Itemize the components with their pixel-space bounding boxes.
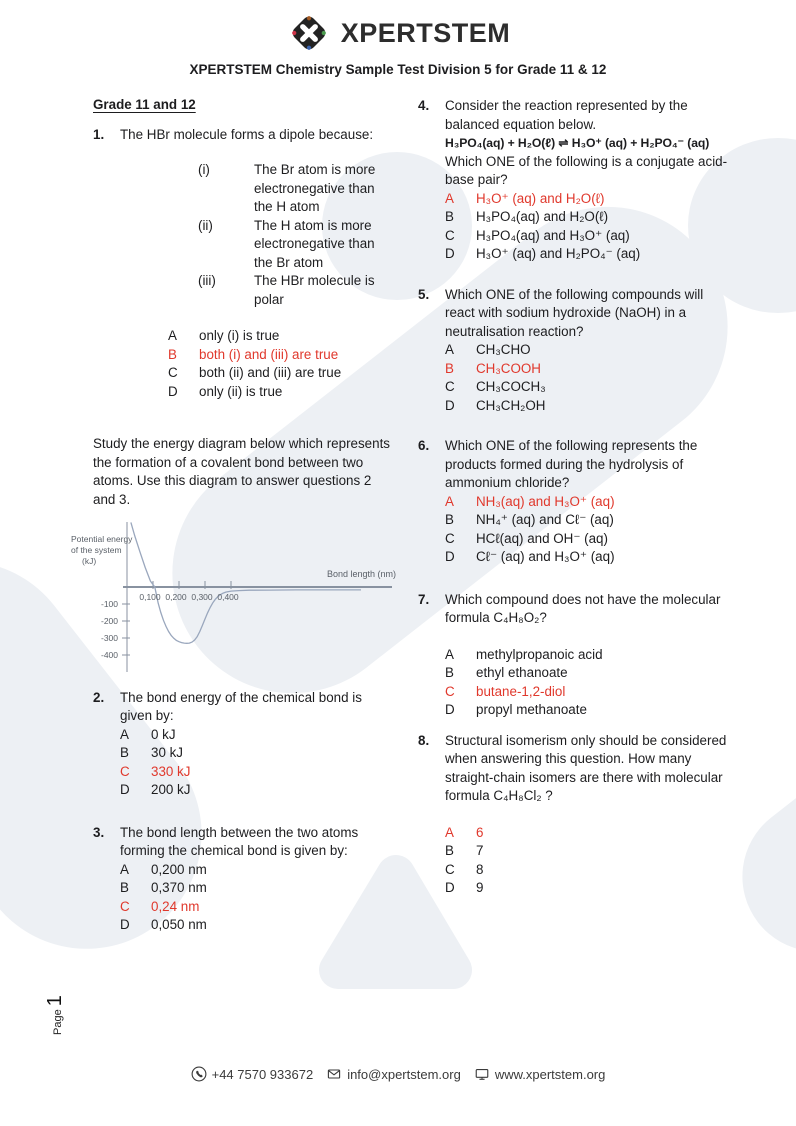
option-text: Cℓ⁻ (aq) and H₃O⁺ (aq) — [476, 549, 615, 564]
option-text: 0 kJ — [151, 726, 176, 742]
option-row — [120, 879, 396, 898]
option-row — [445, 701, 733, 720]
option-text: both (i) and (iii) are true — [199, 346, 339, 362]
option-label: B — [445, 209, 454, 224]
question-stem: Which compound does not have the molecular formula C₄H₈O₂? — [445, 591, 721, 625]
option-label: C — [120, 898, 130, 914]
question-stem: Which ONE of the following represents the products formed during the hydrolysis of ammonium chloride? — [445, 438, 698, 490]
y-axis-label-line1: Potential energy — [71, 534, 133, 544]
questions-left-top — [93, 126, 396, 414]
option-label: C — [168, 365, 178, 380]
y-axis-label-line2: of the system — [71, 545, 122, 555]
option-text: 0,370 nm — [151, 880, 207, 895]
option-label: A — [445, 824, 454, 840]
option-text: 6 — [476, 824, 484, 840]
option-text: H₃PO₄(aq) and H₂O(ℓ) — [476, 209, 609, 224]
option-text: methylpropanoic acid — [476, 646, 603, 662]
question-body — [120, 126, 396, 414]
option-row — [120, 763, 396, 782]
option-row — [445, 245, 733, 264]
option-label: C — [120, 763, 130, 779]
option-text: 330 kJ — [151, 763, 191, 779]
option-label: B — [445, 360, 454, 376]
spacer — [445, 628, 733, 646]
option-label: B — [445, 512, 454, 527]
energy-diagram-figure — [60, 511, 396, 685]
option-text: H₃O⁺ (aq) and H₂PO₄⁻ (aq) — [476, 246, 641, 261]
roman-statement-text: The Br atom is more electronegative than the H atom — [254, 162, 376, 214]
option-label: D — [120, 782, 130, 797]
question-2 — [93, 689, 396, 800]
question-number: 7. — [418, 591, 430, 607]
question-body — [120, 689, 396, 800]
footer-contact-bar — [0, 1066, 796, 1082]
document-title: XPERTSTEM Chemistry Sample Test Division 5 for Grade 11 & 12 — [189, 62, 607, 77]
y-tick-label-3: -400 — [100, 650, 118, 660]
options-list — [445, 341, 733, 415]
footer-phone — [191, 1066, 314, 1082]
roman-statement — [198, 161, 396, 217]
option-label: D — [445, 702, 455, 717]
option-text: both (ii) and (iii) are true — [199, 365, 342, 380]
option-text: 7 — [476, 843, 484, 858]
option-row — [445, 397, 733, 416]
option-text: 0,050 nm — [151, 917, 207, 932]
options-list — [445, 824, 733, 898]
option-text: only (ii) is true — [199, 383, 283, 399]
option-text: NH₃(aq) and H₃O⁺ (aq) — [476, 493, 615, 509]
option-label: B — [445, 843, 454, 858]
option-text: H₃O⁺ (aq) and H₂O(ℓ) — [476, 190, 605, 206]
question-body — [445, 437, 733, 567]
option-label: A — [168, 328, 177, 343]
option-label: B — [168, 346, 177, 362]
header-logo — [0, 10, 796, 56]
question-stem: The HBr molecule forms a dipole because: — [120, 126, 374, 142]
option-label: A — [445, 646, 454, 662]
question-stem: Structural isomerism only should be considered when answering this question. How many straight-chain isomers are there with molecular formula C₄H₈Cl₂ ? — [445, 732, 727, 803]
option-label: A — [120, 861, 129, 877]
option-label: A — [445, 493, 454, 509]
question-stem: The bond length between the two atoms forming the chemical bond is given by: — [120, 824, 359, 858]
y-tick-label-1: -200 — [100, 616, 118, 626]
option-row — [445, 879, 733, 898]
question-number: 3. — [93, 824, 105, 840]
x-tick-label-2: 0,300 — [191, 592, 213, 602]
x-tick-label-0: 0,100 — [139, 592, 161, 602]
option-row — [168, 327, 396, 346]
page-number: 1 — [44, 995, 66, 1007]
question-7 — [418, 591, 733, 720]
options-list — [445, 646, 733, 720]
option-label: C — [445, 227, 455, 243]
question-body — [120, 824, 396, 935]
left-column — [71, 96, 396, 957]
option-label: C — [445, 861, 455, 877]
option-row — [445, 190, 733, 209]
option-label: C — [445, 683, 455, 699]
option-label: B — [120, 745, 129, 760]
question-body — [445, 591, 733, 720]
monitor-icon — [474, 1066, 490, 1082]
questions-left-bottom — [93, 689, 396, 935]
option-row — [168, 364, 396, 383]
option-label: C — [445, 530, 455, 546]
y-axis-label-line3: (kJ) — [82, 556, 97, 566]
x-tick-label-3: 0,400 — [217, 592, 239, 602]
option-row — [445, 548, 733, 567]
option-row — [445, 208, 733, 227]
option-row — [445, 664, 733, 683]
options-list — [445, 190, 733, 264]
footer-email-text[interactable]: info@xpertstem.org — [347, 1066, 461, 1082]
option-row — [120, 898, 396, 917]
option-row — [120, 916, 396, 935]
question-6 — [418, 437, 733, 567]
option-row — [168, 346, 396, 365]
option-row — [445, 360, 733, 379]
option-text: H₃PO₄(aq) and H₃O⁺ (aq) — [476, 227, 630, 243]
question-number: 4. — [418, 98, 430, 113]
option-text: CH₃COOH — [476, 360, 541, 376]
page-label: Page — [52, 1009, 64, 1035]
question-body — [445, 97, 733, 264]
footer-phone-text: +44 7570 933672 — [211, 1066, 314, 1082]
right-column — [418, 97, 733, 920]
x-tick-label-1: 0,200 — [165, 592, 187, 602]
option-text: CH₃CHO — [476, 342, 531, 357]
option-row — [445, 227, 733, 246]
question-number: 8. — [418, 732, 430, 748]
section-heading: Grade 11 and 12 — [93, 97, 196, 112]
option-row — [445, 861, 733, 880]
option-row — [445, 530, 733, 549]
question-stem: The bond energy of the chemical bond is given by: — [120, 689, 362, 723]
option-label: D — [445, 549, 455, 564]
option-text: butane-1,2-diol — [476, 683, 566, 699]
spacer — [445, 806, 733, 824]
option-row — [168, 383, 396, 402]
question-body — [445, 732, 733, 898]
footer-email[interactable] — [326, 1066, 461, 1082]
option-row — [445, 824, 733, 843]
options-list — [120, 726, 396, 800]
option-label: A — [445, 190, 454, 206]
logo-wordmark: XPERTSTEM — [340, 17, 511, 48]
roman-statement — [198, 272, 396, 309]
question-1 — [93, 126, 396, 414]
spacer — [120, 144, 396, 161]
question-number: 5. — [418, 286, 430, 302]
option-row — [120, 744, 396, 763]
roman-statement — [198, 217, 396, 273]
roman-statement-label: (i) — [198, 162, 210, 177]
diagram-instruction-text: Study the energy diagram below which represents the formation of a covalent bond between two atoms. Use this diagram to answer questions 2 and 3. — [93, 436, 390, 507]
question-body — [445, 286, 733, 416]
phone-icon — [191, 1066, 207, 1082]
envelope-icon — [326, 1066, 342, 1082]
question-stem: Consider the reaction represented by the balanced equation below. — [445, 98, 688, 132]
spacer — [120, 401, 396, 413]
footer-website-text[interactable]: www.xpertstem.org — [494, 1066, 606, 1082]
options-list — [168, 327, 396, 401]
option-text: 0,24 nm — [151, 898, 200, 914]
options-list — [445, 493, 733, 567]
option-text: 200 kJ — [151, 782, 191, 797]
option-text: propyl methanoate — [476, 702, 587, 717]
question-number: 6. — [418, 438, 430, 453]
option-text: HCℓ(aq) and OH⁻ (aq) — [476, 530, 608, 546]
option-label: B — [445, 665, 454, 680]
option-text: NH₄⁺ (aq) and Cℓ⁻ (aq) — [476, 512, 614, 527]
y-tick-label-2: -300 — [100, 633, 118, 643]
potential-energy-curve — [131, 522, 361, 643]
option-text: 0,200 nm — [151, 861, 207, 877]
option-label: A — [445, 342, 454, 357]
option-label: A — [120, 726, 129, 742]
x-axis-label: Bond length (nm) — [326, 569, 396, 579]
xpertstem-logo-icon — [286, 10, 332, 56]
roman-statement-label: (iii) — [198, 273, 216, 288]
y-tick-label-0: -100 — [100, 599, 118, 609]
option-text: only (i) is true — [199, 328, 280, 343]
option-row — [445, 341, 733, 360]
question-stem: Which ONE of the following compounds will react with sodium hydroxide (NaOH) in a neutralisation reaction? — [445, 286, 704, 339]
option-label: D — [445, 397, 455, 413]
roman-statement-text: The HBr molecule is polar — [254, 273, 375, 307]
option-row — [445, 378, 733, 397]
roman-statement-text: The H atom is more electronegative than the Br atom — [254, 217, 375, 270]
question-3 — [93, 824, 396, 935]
option-text: 9 — [476, 880, 484, 895]
question-8 — [418, 732, 733, 898]
option-row — [445, 646, 733, 665]
option-text: 8 — [476, 861, 484, 877]
question-4 — [418, 97, 733, 264]
option-text: CH₃CH₂OH — [476, 397, 546, 413]
option-row — [120, 781, 396, 800]
question-5 — [418, 286, 733, 416]
option-row — [445, 511, 733, 530]
footer-website[interactable] — [474, 1066, 606, 1082]
question-stem-2: Which ONE of the following is a conjugate acid-base pair? — [445, 153, 728, 187]
page-number-tab — [44, 995, 67, 1035]
option-text: CH₃COCH₃ — [476, 379, 546, 394]
option-row — [445, 683, 733, 702]
option-row — [120, 726, 396, 745]
question-number: 1. — [93, 126, 105, 142]
option-row — [120, 861, 396, 880]
question-equation: H₃PO₄(aq) + H₂O(ℓ) ⇌ H₃O⁺ (aq) + H₂PO₄⁻ (aq) — [445, 136, 710, 150]
questions-right — [418, 97, 733, 898]
option-label: D — [120, 917, 130, 932]
spacer — [120, 309, 396, 327]
option-label: B — [120, 880, 129, 895]
option-row — [445, 493, 733, 512]
option-label: D — [445, 246, 455, 261]
roman-statement-label: (ii) — [198, 217, 213, 233]
question-number: 2. — [93, 689, 105, 705]
options-list — [120, 861, 396, 935]
option-label: D — [445, 880, 455, 895]
option-label: D — [168, 383, 178, 399]
option-row — [445, 842, 733, 861]
option-text: ethyl ethanoate — [476, 665, 568, 680]
option-text: 30 kJ — [151, 745, 184, 760]
option-label: C — [445, 379, 455, 394]
